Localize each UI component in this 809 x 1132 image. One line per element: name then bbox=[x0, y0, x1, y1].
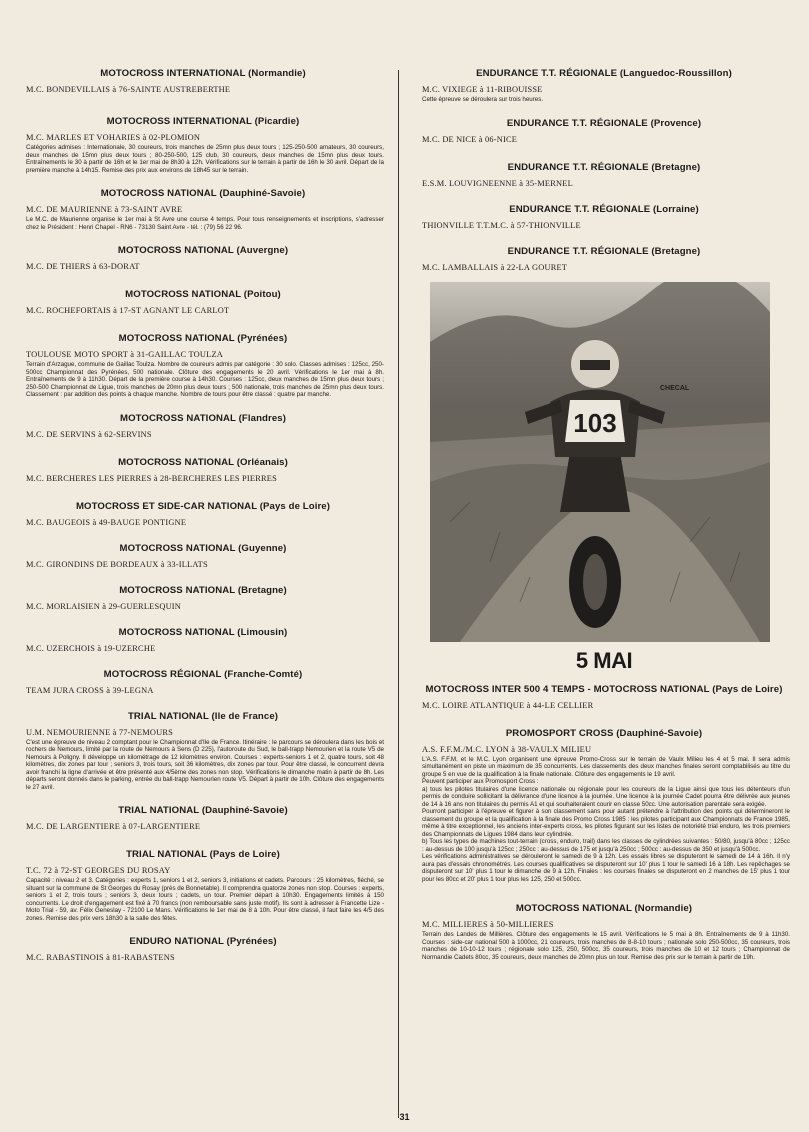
event-title: ENDURANCE T.T. RÉGIONALE (Lorraine) bbox=[509, 203, 699, 215]
photo-graphic bbox=[430, 282, 770, 642]
motocross-rider-photo bbox=[430, 282, 770, 642]
right-column-bottom bbox=[418, 684, 790, 962]
event-title: ENDURANCE T.T. RÉGIONALE (Languedoc-Roussillon) bbox=[476, 68, 732, 79]
event-title: MOTOCROSS NATIONAL (Flandres) bbox=[119, 412, 286, 424]
event-title: MOTOCROSS NATIONAL (Limousin) bbox=[118, 626, 288, 638]
event-section bbox=[418, 204, 790, 230]
event-section bbox=[22, 289, 384, 315]
event-section bbox=[418, 162, 790, 188]
event-section bbox=[22, 805, 384, 831]
sponsor-text: CHECAL bbox=[660, 384, 690, 392]
event-section bbox=[22, 413, 384, 439]
event-section bbox=[22, 849, 384, 922]
page-number: 31 bbox=[399, 1112, 410, 1122]
event-title: TRIAL NATIONAL (Dauphiné-Savoie) bbox=[118, 805, 288, 816]
event-organizer: M.C. BERCHERES LES PIERRES à 28-BERCHERES LES PIERRES bbox=[26, 473, 277, 483]
event-title: MOTOCROSS ET SIDE-CAR NATIONAL (Pays de Loire) bbox=[75, 500, 331, 512]
event-title: ENDURO NATIONAL (Pyrénées) bbox=[129, 936, 277, 947]
event-title: TRIAL NATIONAL (Pays de Loire) bbox=[126, 849, 280, 860]
left-column bbox=[22, 68, 384, 964]
event-section bbox=[22, 627, 384, 653]
event-section bbox=[22, 543, 384, 569]
event-section bbox=[22, 711, 384, 792]
event-section bbox=[418, 68, 790, 104]
event-organizer: A.S. F.F.M./M.C. LYON à 38-VAULX MILIEU bbox=[422, 744, 592, 754]
event-description: L'A.S. F.F.M. et le M.C. Lyon organisent une épreuve Promo-Cross sur le terrain de Vaulx Milieu les 4 et 5 mai. Il sera admis simultanément en piste un maximum de 35 concurrents. Les classements des deux manches finales seront comptabilisés au titre du groupe 5 en vue de la qualification à la finale nationale. Clôture des engagements le 19 avril. Peuvent participer aux Promosport Cross : a) tous les pilotes titulaires d'une licence nationale ou régionale pour les coureurs de la Ligue ainsi que tous les détenteurs d'un permis de conduire sollicitant la délivrance d'une licence à la journée. Une licence à la journée Cadet pourra être délivrée aux jeunes de 14 à 16 ans non titulaires du permis A1 et qui souhaiteraient courir en classe 50cc. Une autorisation parentale sera exigée. Pourront participer à l'épreuve et figurer à son classement sans pour autant prétendre à l'attribution des points qui détermineront le classement du groupe et la qualification à la finale des Promo Cross 1985 : les pilotes participant aux Championnats de France 1985, même à titre exceptionnel, les anciens inter-experts cross, les pilotes figurant sur les listes de notoriété trial enduro, les trois premiers des Championnats de Ligues 1984 dans leur cylindrée. b) Tous les types de machines tout-terrain (cross, enduro, trail) dans les classes de cylindrées suivantes : 50/80, jusqu'à 80cc ; 125cc : au-dessus de 100 jusqu'à 125cc ; 250cc : au-dessus de 175 et jusqu'à 250cc ; 500cc : au-dessus de 350 et jusqu'à 500cc. Les vérifications administratives se dérouleront le samedi de 9 à 12h. Les essais libres se disputeront le samedi de 14 à 16h. Il n'y aura pas d'essais chronométrés. Les courses qualificatives se disputeront sur 10' plus 1 tour le samedi 16 à 18h. Les repêchages se disputeront sur 10' plus 1 tour le dimanche de 9 à 12h. Finales : les courses finales se disputeront en 2 manches de 15' plus 1 tour pour les 80cc et 20' plus 1 tour plus les 125, 250 et 500cc. bbox=[422, 755, 790, 883]
event-title: MOTOCROSS RÉGIONAL (Franche-Comté) bbox=[103, 668, 303, 680]
bib-number: 103 bbox=[573, 407, 617, 438]
event-section bbox=[418, 684, 790, 710]
event-title: MOTOCROSS INTER 500 4 TEMPS - MOTOCROSS NATIONAL (Pays de Loire) bbox=[425, 683, 783, 695]
date-heading: 5 MAI bbox=[575, 647, 633, 673]
column-divider bbox=[398, 70, 399, 1118]
event-section bbox=[418, 728, 790, 884]
event-organizer: M.C. VIXIEGE à 11-RIBOUISSE bbox=[422, 85, 543, 94]
event-description: Cette épreuve se déroulera sur trois heures. bbox=[422, 96, 544, 103]
event-section bbox=[418, 903, 790, 961]
event-title: MOTOCROSS INTERNATIONAL (Picardie) bbox=[106, 116, 300, 127]
event-title: MOTOCROSS NATIONAL (Dauphiné-Savoie) bbox=[100, 188, 306, 199]
event-organizer: M.C. MORLAISIEN à 29-GUERLESQUIN bbox=[26, 601, 182, 611]
event-title: MOTOCROSS NATIONAL (Guyenne) bbox=[119, 542, 287, 554]
event-title: ENDURANCE T.T. RÉGIONALE (Bretagne) bbox=[507, 161, 701, 173]
event-organizer: TEAM JURA CROSS à 39-LEGNA bbox=[26, 685, 154, 695]
event-organizer: M.C. UZERCHOIS à 19-UZERCHE bbox=[26, 643, 156, 653]
event-title: ENDURANCE T.T. RÉGIONALE (Provence) bbox=[506, 117, 702, 129]
event-section bbox=[22, 333, 384, 399]
event-section bbox=[22, 457, 384, 483]
event-organizer: M.C. MARLES ET VOHARIES à 02-PLOMION bbox=[26, 133, 201, 142]
event-section bbox=[22, 936, 384, 962]
right-column-top bbox=[418, 68, 790, 272]
event-organizer: M.C. DE MAURIENNE à 73-SAINT AVRE bbox=[26, 205, 183, 214]
event-organizer: M.C. DE SERVINS à 62-SERVINS bbox=[26, 429, 152, 439]
event-organizer: M.C. RABASTINOIS à 81-RABASTENS bbox=[26, 953, 175, 962]
right-column bbox=[418, 68, 790, 961]
event-section bbox=[418, 246, 790, 272]
event-title: ENDURANCE T.T. RÉGIONALE (Bretagne) bbox=[507, 245, 701, 257]
event-organizer: M.C. BONDEVILLAIS à 76-SAINTE AUSTREBERTHE bbox=[26, 85, 231, 94]
event-section bbox=[22, 585, 384, 611]
event-organizer: T.C. 72 à 72-ST GEORGES DU ROSAY bbox=[26, 866, 171, 875]
event-section bbox=[22, 245, 384, 271]
event-title: PROMOSPORT CROSS (Dauphiné-Savoie) bbox=[505, 727, 703, 739]
event-organizer: THIONVILLE T.T.M.C. à 57-THIONVILLE bbox=[422, 220, 581, 230]
event-organizer: M.C. LAMBALLAIS à 22-LA GOURET bbox=[422, 262, 568, 272]
event-organizer: TOULOUSE MOTO SPORT à 31-GAILLAC TOULZA bbox=[26, 350, 224, 359]
event-description: Terrain d'Arzague, commune de Gaillac Toulza. Nombre de coureurs admis par catégorie : 30 solo. Classes admises : 125cc, 250-500cc Championnat des Pyrénées, 500 nationale. Clôture des engagements le 20 avril. Vérifications le 1er mai à 8h. Entraînements de 9 à 11h30. Départ de la première course à 14h30. Courses : 125cc, deux manches de 15mn plus deux tours ; 250-500 Championnat de Ligue, trois manches de 20mn plus deux tours ; 500 nationale, trois manches de 25mn plus deux tours. Classement : par addition des points à chaque manche. Nombre de tours pour être classé : quatre par manche. bbox=[26, 361, 384, 398]
event-organizer: U.M. NEMOURIENNE à 77-NEMOURS bbox=[26, 727, 174, 737]
event-section bbox=[22, 68, 384, 94]
event-title: MOTOCROSS NATIONAL (Normandie) bbox=[515, 903, 693, 914]
event-title: MOTOCROSS INTERNATIONAL (Normandie) bbox=[100, 68, 306, 79]
event-organizer: M.C. DE LARGENTIERE à 07-LARGENTIERE bbox=[26, 822, 201, 831]
event-title: TRIAL NATIONAL (Ile de France) bbox=[127, 710, 279, 722]
event-description: Le M.C. de Maurienne organise le 1er mai à St Avre une course 4 temps. Pour tous renseignements et inscriptions, s'adresser chez le Président : Henri Chapel - RN6 - 73130 Saint Avre - tél. : (79) 56 22 96. bbox=[26, 216, 384, 231]
event-description: Capacité : niveau 2 et 3. Catégories : experts 1, seniors 1 et 2, seniors 3, initiations et cadets. Parcours : 25 kilomètres, fléché, se situant sur la commune de St Georges du Rosay (près de Bonnetable). Il comprendra quatorze zones non stop. Courses : experts, seniors 1 et 2, trois tours ; seniors 3, deux tours ; cadets, un tour. Premier départ à 10h30. Engagements limités à 150 concurrents. Le droit d'engagement est fixé à 70 francs (non remboursable sans juste motif). Ils sont à adresser à Francette Lize - Moto Trial - 59, av. Félix Geneslay - 72100 Le Mans. Vérifications le 1er mai de 8 à 10h. Pour être classé, il faut faire les 4/5 des zones. Remise des prix vers 18h30 à la salle des fêtes. bbox=[26, 877, 384, 922]
event-organizer: M.C. LOIRE ATLANTIQUE à 44-LE CELLIER bbox=[422, 700, 594, 710]
event-organizer: E.S.M. LOUVIGNEENNE à 35-MERNEL bbox=[422, 178, 573, 188]
event-section bbox=[22, 669, 384, 695]
event-organizer: M.C. MILLIERES à 50-MILLIERES bbox=[422, 920, 554, 929]
event-description: C'est une épreuve de niveau 2 comptant pour le Championnat d'Ile de France. Itinéraire : le parcours se déroulera dans les bois et rochers de Nemours, limité par la route de Nemours à Sens (D 225), l'autoroute du Sud, le ball-trapp Nemourien et la route V5 de Nemours à Poligny. Il développe un kilométrage de 12 kilomètres environ. Courses : experts-seniors 1 et 2, quatre tours, soit 48 kilomètres, dix zones par tour ; seniors 3, trois tours, soit 36 kilomètres, dix zones par tour. Pour être classé, le concurrent devra avoir franchi la ligne d'arrivée et être présenté aux 4/5ème des zones non stop. Vérifications le dimanche matin à partir de 8h. Les départs seront donnés dans le parking, entrée du ball-trapp Nemourien route V5. Départ à partir de 10h. Clôture des engagements le 27 avril. bbox=[26, 738, 384, 791]
event-title: MOTOCROSS NATIONAL (Bretagne) bbox=[119, 584, 287, 596]
event-description: Terrain des Landes de Millières. Clôture des engagements le 15 avril. Vérifications le 5 mai à 8h. Entraînements de 9 à 11h30. Courses : side-car national 500 à 1000cc, 21 coureurs, trois manches de 8-8-10 tours ; nationale solo 250-500cc, 35 coureurs, trois manches de 10-10-12 tours ; régionale solo 125, 250, 500cc, 35 coureurs, trois manches de 10 et 12 tours ; Championnat de Normandie Cadets 80cc, 35 coureurs, deux manches de 20mn plus un tour. Remise des prix sur le terrain à partir de 19h. bbox=[422, 931, 790, 961]
event-title: MOTOCROSS NATIONAL (Poitou) bbox=[125, 289, 281, 300]
event-section bbox=[22, 188, 384, 231]
event-organizer: M.C. BAUGEOIS à 49-BAUGE PONTIGNE bbox=[26, 517, 187, 527]
event-organizer: M.C. ROCHEFORTAIS à 17-ST AGNANT LE CARLOT bbox=[26, 306, 230, 315]
event-title: MOTOCROSS NATIONAL (Auvergne) bbox=[117, 245, 289, 256]
event-section bbox=[22, 116, 384, 174]
event-title: MOTOCROSS NATIONAL (Pyrénées) bbox=[118, 333, 288, 344]
event-organizer: M.C. GIRONDINS DE BORDEAUX à 33-ILLATS bbox=[26, 559, 208, 569]
event-description: Catégories admises : Internationale, 30 coureurs, trois manches de 25mn plus deux tours ; 125-250-500 amateurs, 30 coureurs, deux manches de 15mn plus deux tours ; 80-250-500, 125 club, 30 coureurs, deux manches de 15mn plus deux tours. Entraînements le 30 à partir de 16h et le 1er mai de 8h30 à 12h. Vérifications sur le terrain à partir de 16h le 30 avril. Départ de la première manche à 14h15. Remise des prix aux environs de 18h45 sur le terrain. bbox=[26, 144, 384, 174]
event-section bbox=[418, 118, 790, 144]
event-organizer: M.C. DE NICE à 06-NICE bbox=[422, 134, 518, 144]
event-section bbox=[22, 501, 384, 527]
event-organizer: M.C. DE THIERS à 63-DORAT bbox=[26, 262, 140, 271]
event-title: MOTOCROSS NATIONAL (Orléanais) bbox=[118, 456, 288, 468]
